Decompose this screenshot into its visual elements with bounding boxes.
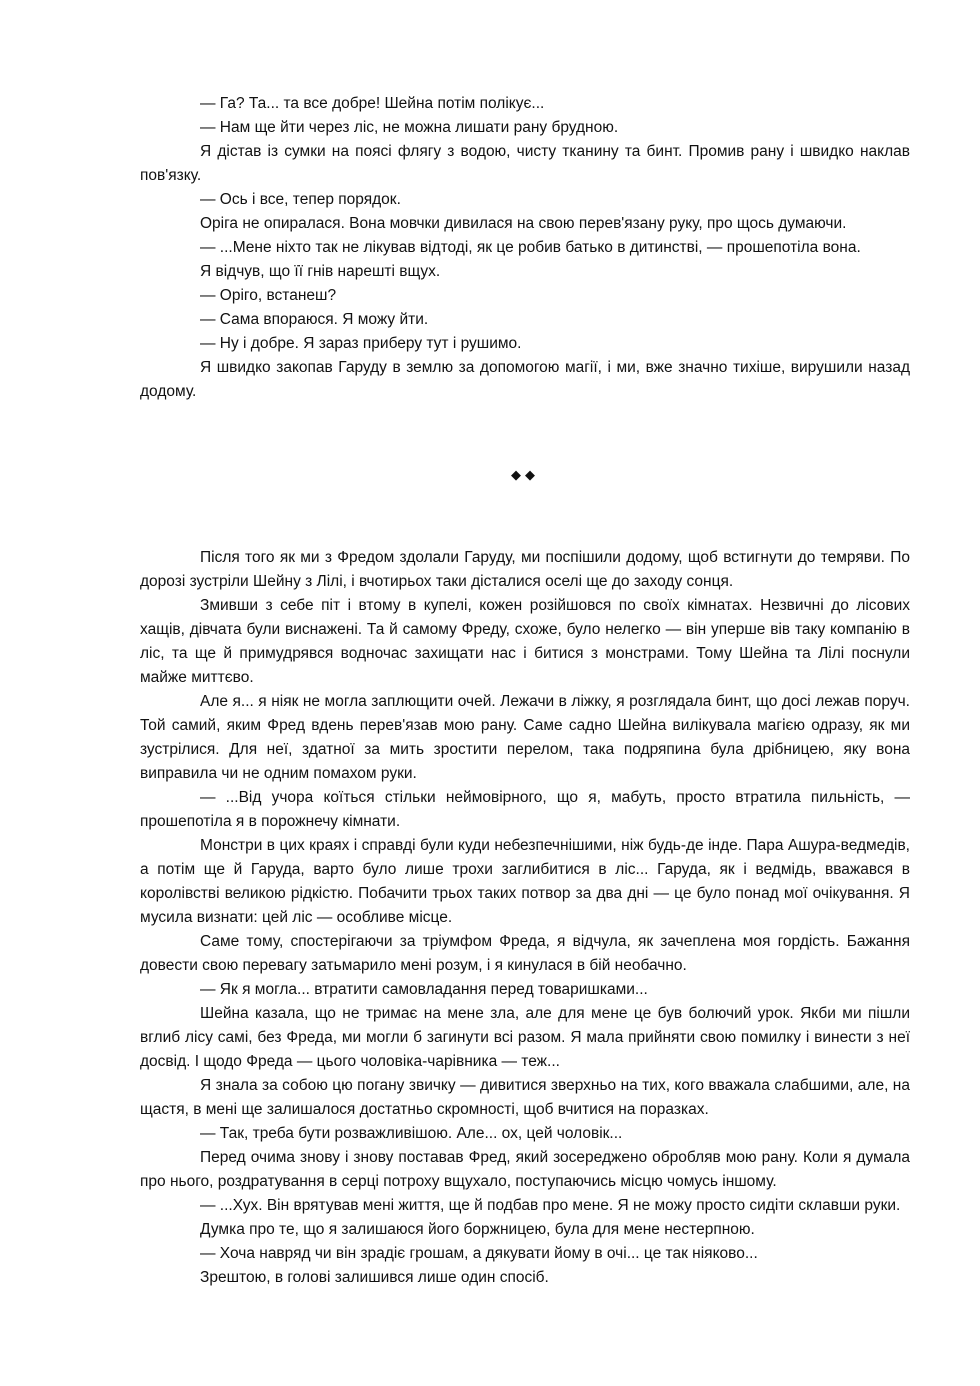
paragraph: Монстри в цих краях і справді були куди небезпечнішими, ніж будь-де інде. Пара Ашура-ведмедів, а потім ще й Гаруда, варто було лише трохи заглибитися в ліс... Гаруда, як і ведмідь, вважався в королівстві великою рідкістю. Побачити трьох таких потвор за два дні — це було понад мої очікування. Я мусила визнати: цей ліс — особливе місце. (140, 837, 910, 926)
document-page (140, 92, 910, 1290)
paragraph: — Як я могла... втратити самовладання перед товаришками... (200, 981, 648, 998)
paragraph: — ...Хух. Він врятував мені життя, ще й подбав про мене. Я не можу просто сидіти склавши руки. (200, 1197, 901, 1214)
scene-break-diamonds: ◆◆ (511, 467, 539, 482)
paragraph: Оріга не опиралася. Вона мовчки дивилася на свою перев'язану руку, про щось думаючи. (200, 215, 847, 232)
paragraph: Після того як ми з Фредом здолали Гаруду, ми поспішили додому, щоб встигнути до темряви. По дорозі зустріли Шейну з Лілі, і вчотирьох таки дісталися оселі ще до заходу сонця. (140, 549, 910, 590)
paragraph: Я знала за собою цю погану звичку — дивитися зверхньо на тих, кого вважала слабшими, але, на щастя, в мені ще залишалося достатньо скромності, щоб вчитися на поразках. (140, 1077, 910, 1118)
paragraph: Я швидко закопав Гаруду в землю за допомогою магії, і ми, вже значно тихіше, вирушили назад додому. (140, 359, 910, 400)
paragraph: Думка про те, що я залишаюся його боржницею, була для мене нестерпною. (200, 1221, 755, 1238)
paragraph: — Сама впораюся. Я можу йти. (200, 311, 429, 328)
paragraph: Змивши з себе піт і втому в купелі, кожен розійшовся по своїх кімнатах. Незвичні до лісових хащів, дівчата були виснажені. Та й самому Фреду, схоже, було нелегко — він уперше вів таку компанію в ліс, та ще й примудрявся водночас захищати нас і битися з монстрами. Тому Шейна та Лілі поснули майже миттєво. (140, 597, 910, 686)
text-section-1 (140, 92, 910, 404)
paragraph: Перед очима знову і знову поставав Фред, який зосереджено обробляв мою рану. Коли я думала про нього, роздратування в серці потроху вщухало, поступаючись місцю чомусь іншому. (140, 1149, 910, 1190)
paragraph: Шейна казала, що не тримає на мене зла, але для мене це був болючий урок. Якби ми пішли вглиб лісу самі, без Фреда, ми могли б загинути всі разом. Я мала прийняти свою помилку і винести з неї досвід. І щодо Фреда — цього чоловіка-чарівника — теж... (140, 1005, 910, 1070)
paragraph: Я відчув, що її гнів нарешті вщух. (200, 263, 441, 280)
paragraph: Зрештою, в голові залишився лише один спосіб. (200, 1269, 549, 1286)
paragraph: — Ну і добре. Я зараз приберу тут і рушимо. (200, 335, 522, 352)
text-section-2 (140, 546, 910, 1290)
paragraph: Я дістав із сумки на поясі флягу з водою, чисту тканину та бинт. Промив рану і швидко наклав пов'язку. (140, 143, 910, 184)
paragraph: — Нам ще йти через ліс, не можна лишати рану брудною. (200, 119, 619, 136)
paragraph: — Оріго, встанеш? (200, 287, 337, 304)
paragraph: — Ось і все, тепер порядок. (200, 191, 401, 208)
paragraph: — Так, треба бути розважливішою. Але... ох, цей чоловік... (200, 1125, 623, 1142)
paragraph: — Хоча навряд чи він зрадіє грошам, а дякувати йому в очі... це так ніяково... (200, 1245, 758, 1262)
paragraph: Але я... я ніяк не могла заплющити очей. Лежачи в ліжку, я розглядала бинт, що досі лежав поруч. Той самий, яким Фред вдень перев'язав мою рану. Саме садно Шейна вилікувала магією одразу, як ми зустрілися. Для неї, здатної за мить зростити перелом, така подряпина була дрібницею, яку вона виправила чи не одним помахом руки. (140, 693, 910, 782)
paragraph: — ...Мене ніхто так не лікував відтоді, як це робив батько в дитинстві, — прошепотіла вона. (200, 239, 861, 256)
paragraph: — Га? Та... та все добре! Шейна потім полікує... (200, 95, 545, 112)
paragraph: Саме тому, спостерігаючи за тріумфом Фреда, я відчула, як зачеплена моя гордість. Бажання довести свою перевагу затьмарило мені розум, і я кинулася в бій необачно. (140, 933, 910, 974)
paragraph: — ...Від учора коїться стільки неймовірного, що я, мабуть, просто втратила пильність, — прошепотіла я в порожнечу кімнати. (140, 789, 910, 830)
